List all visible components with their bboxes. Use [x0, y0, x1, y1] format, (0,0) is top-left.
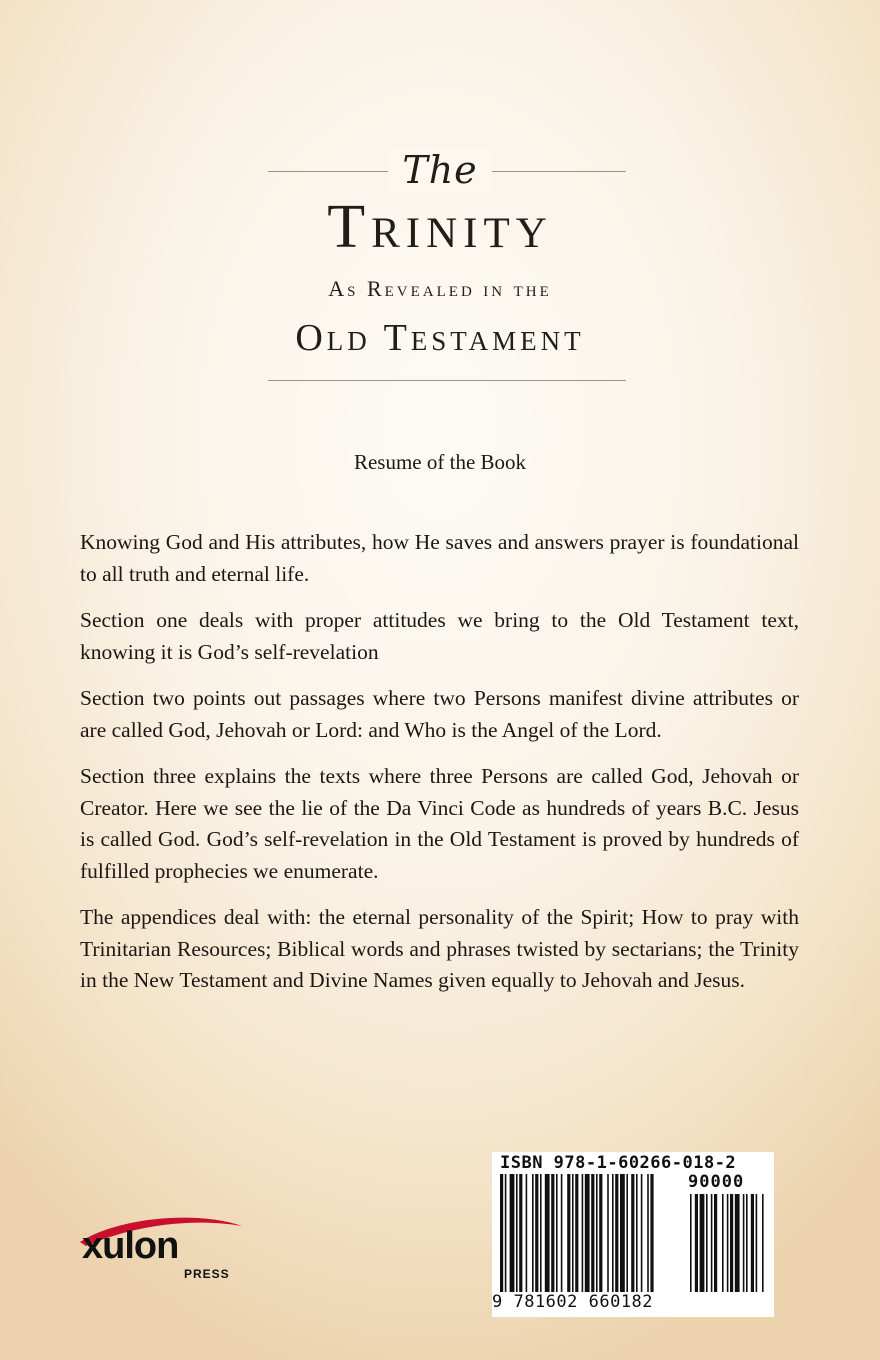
title-the-text: The	[388, 148, 491, 192]
barcode-bar	[615, 1174, 618, 1292]
barcode-bar	[519, 1174, 522, 1292]
title-the	[0, 148, 880, 192]
title-main: Trinity	[327, 193, 553, 261]
addon-bar	[730, 1194, 733, 1292]
barcode-bar	[585, 1174, 590, 1292]
addon-bar	[690, 1194, 692, 1292]
title-bottom-rule	[268, 380, 626, 381]
barcode-bar	[607, 1174, 609, 1292]
addon-bar	[727, 1194, 729, 1292]
resume-body	[80, 527, 799, 1012]
barcode-bar	[505, 1174, 507, 1292]
xulon-press-logo	[76, 1212, 246, 1284]
addon-bar	[735, 1194, 740, 1292]
resume-paragraph: Section two points out passages where two Persons manifest divine attributes or are called God, Jehovah or Lord: and Who is the Angel of the Lord.	[80, 686, 799, 742]
resume-heading: Resume of the Book	[353, 450, 527, 474]
barcode-bar	[596, 1174, 598, 1292]
barcode-bar	[556, 1174, 558, 1292]
barcode-bar	[641, 1174, 643, 1292]
addon-bar	[714, 1194, 717, 1292]
barcode-bar	[567, 1174, 570, 1292]
ean-number: 9 781602 660182	[492, 1292, 654, 1312]
logo-wordmark: xulon	[82, 1225, 179, 1267]
resume-paragraph: The appendices deal with: the eternal personality of the Spirit; How to pray with Trinitarian Resources; Biblical words and phrases twisted by sectarians; the Trinity in the New Testament and Divine Names given equally to Jehovah and Jesus.	[80, 905, 799, 992]
barcode-bar	[631, 1174, 634, 1292]
title-old-testament: Old Testament	[295, 317, 585, 359]
barcode-bar	[540, 1174, 542, 1292]
barcode-bar	[612, 1174, 614, 1292]
title-subtitle: As Revealed in the	[328, 276, 552, 301]
isbn-label: ISBN 978-1-60266-018-2	[500, 1153, 737, 1173]
addon-bar	[746, 1194, 748, 1292]
resume-paragraph: Section three explains the texts where three Persons are called God, Jehovah or Creator. Here we see the lie of the Da Vinci Code as hundreds of years B.C. Jesus is called God. God’s self-revelation in the Old Testament is proved by hundreds of fulfilled prophecies we enumerate.	[80, 764, 799, 883]
barcode-bar	[582, 1174, 584, 1292]
barcode-bar	[599, 1174, 602, 1292]
resume-paragraph: Section one deals with proper attitudes we bring to the Old Testament text, knowing it is God’s self-revelation	[80, 608, 799, 664]
addon-bar	[700, 1194, 705, 1292]
addon-bar	[722, 1194, 724, 1292]
addon-bar	[762, 1194, 764, 1292]
resume-paragraph: Knowing God and His attributes, how He saves and answers prayer is foundational to all truth and eternal life.	[80, 530, 799, 586]
addon-bar	[695, 1194, 698, 1292]
barcode-bar	[591, 1174, 594, 1292]
addon-bar	[706, 1194, 708, 1292]
barcode-bar	[620, 1174, 625, 1292]
barcode-bar	[626, 1174, 628, 1292]
addon-bar	[743, 1194, 745, 1292]
barcode-bar	[575, 1174, 578, 1292]
barcode-bar	[636, 1174, 638, 1292]
barcode-bars	[500, 1174, 770, 1296]
logo-press: PRESS	[184, 1267, 230, 1281]
barcode-addon-number: 90000	[688, 1172, 745, 1192]
barcode-bar	[551, 1174, 554, 1292]
barcode-bar	[510, 1174, 515, 1292]
barcode-bar	[545, 1174, 550, 1292]
barcode-bar	[526, 1174, 528, 1292]
addon-bar	[751, 1194, 754, 1292]
barcode-bar	[535, 1174, 538, 1292]
addon-bar	[711, 1194, 713, 1292]
barcode-bar	[500, 1174, 503, 1292]
barcode-bar	[650, 1174, 653, 1292]
addon-bar	[756, 1194, 758, 1292]
barcode-bar	[532, 1174, 534, 1292]
barcode-bar	[647, 1174, 649, 1292]
barcode-bar	[572, 1174, 574, 1292]
barcode-bar	[561, 1174, 563, 1292]
barcode-bar	[516, 1174, 518, 1292]
